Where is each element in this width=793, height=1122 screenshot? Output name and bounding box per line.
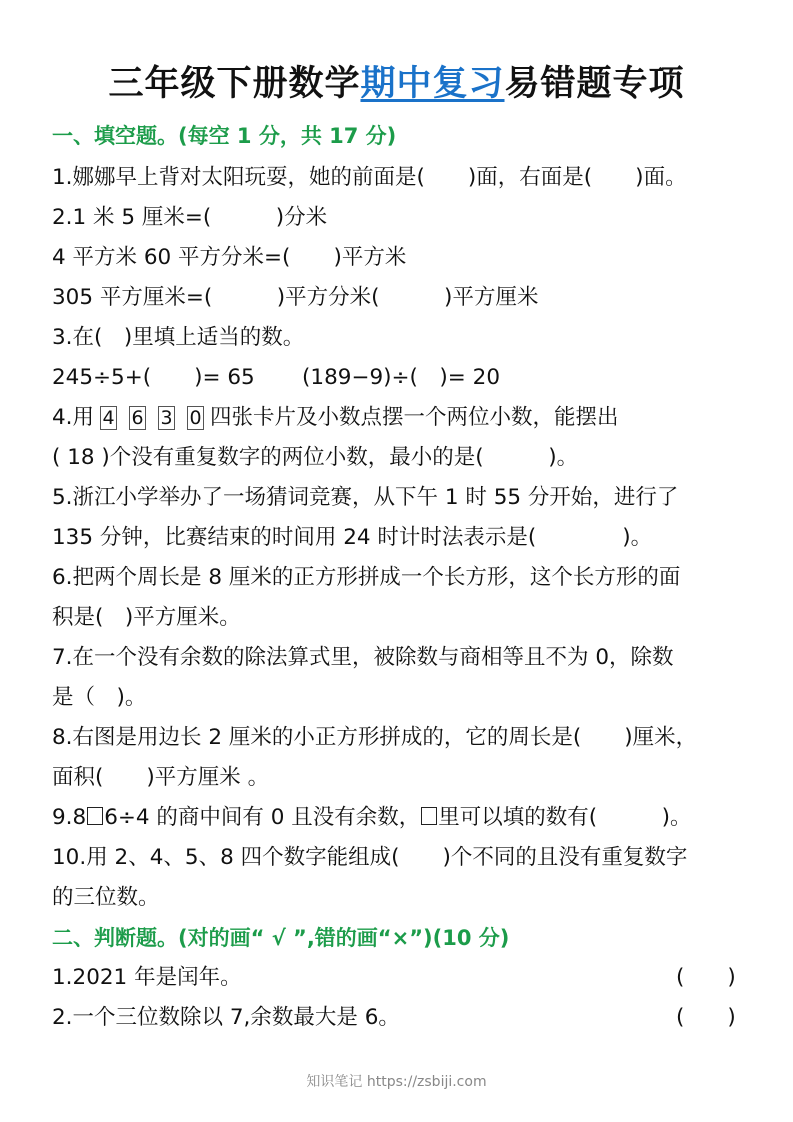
- digit-card: 4: [100, 406, 117, 430]
- q4-suffix: 四张卡片及小数点摆一个两位小数，能摆出: [210, 405, 619, 430]
- question-8a: 8.右图是用边长 2 厘米的小正方形拼成的，它的周长是( )厘米，: [52, 725, 698, 750]
- title-highlight: 期中复习: [360, 64, 505, 104]
- question-2b: 4 平方米 60 平方分米=( )平方米: [52, 245, 407, 270]
- question-3b: (189−9)÷( )= 20: [302, 365, 501, 390]
- title-post: 易错题专项: [504, 64, 685, 104]
- blank-square-icon: [87, 807, 103, 825]
- question-7a: 7.在一个没有余数的除法算式里，被除数与商相等且不为 0，除数: [52, 645, 674, 670]
- digit-card: 3: [158, 406, 175, 430]
- answer-paren: ( ): [676, 965, 736, 990]
- page-title: [0, 56, 793, 106]
- question-1: 1.娜娜早上背对太阳玩耍，她的前面是( )面，右面是( )面。: [52, 165, 687, 190]
- question-8b: 面积( )平方厘米 。: [52, 765, 270, 790]
- blank-square-icon: [421, 807, 437, 825]
- q9-pre: 9.8: [52, 805, 87, 830]
- section-heading-true-false: 二、判断题。(对的画“ √ ”,错的画“×”)(10 分): [52, 926, 510, 950]
- question-6b: 积是( )平方厘米。: [52, 605, 241, 630]
- section-heading-fill-blank: 一、填空题。(每空 1 分，共 17 分): [52, 124, 397, 148]
- question-10b: 的三位数。: [52, 885, 160, 910]
- q9-mid: 6÷4 的商中间有 0 且没有余数，: [104, 805, 421, 830]
- q9-post: 里可以填的数有( )。: [438, 805, 692, 830]
- question-2c: 305 平方厘米=( )平方分米( )平方厘米: [52, 285, 539, 310]
- question-3a: 245÷5+( )= 65: [52, 365, 255, 390]
- q4-prefix: 4.用: [52, 405, 95, 430]
- question-4: [52, 403, 619, 433]
- judgement-1: 1.2021 年是闰年。: [52, 965, 242, 990]
- question-6a: 6.把两个周长是 8 厘米的正方形拼成一个长方形，这个长方形的面: [52, 565, 681, 590]
- digit-card: 6: [129, 406, 146, 430]
- title-pre: 三年级下册数学: [108, 64, 361, 104]
- question-10a: 10.用 2、4、5、8 四个数字能组成( )个不同的且没有重复数字: [52, 845, 688, 870]
- question-9: [52, 803, 692, 833]
- footer-watermark: 知识笔记 https://zsbiji.com: [306, 1074, 487, 1090]
- question-2a: 2.1 米 5 厘米=( )分米: [52, 205, 328, 230]
- question-5a: 5.浙江小学举办了一场猜词竞赛，从下午 1 时 55 分开始，进行了: [52, 485, 679, 510]
- question-7b: 是（ )。: [52, 685, 147, 710]
- question-4b: ( 18 )个没有重复数字的两位小数，最小的是( )。: [52, 445, 579, 470]
- digit-card: 0: [187, 406, 204, 430]
- question-5b: 135 分钟，比赛结束的时间用 24 时计时法表示是( )。: [52, 525, 653, 550]
- answer-paren: ( ): [676, 1005, 736, 1030]
- question-3: 3.在( )里填上适当的数。: [52, 325, 305, 350]
- judgement-2: 2.一个三位数除以 7,余数最大是 6。: [52, 1005, 400, 1030]
